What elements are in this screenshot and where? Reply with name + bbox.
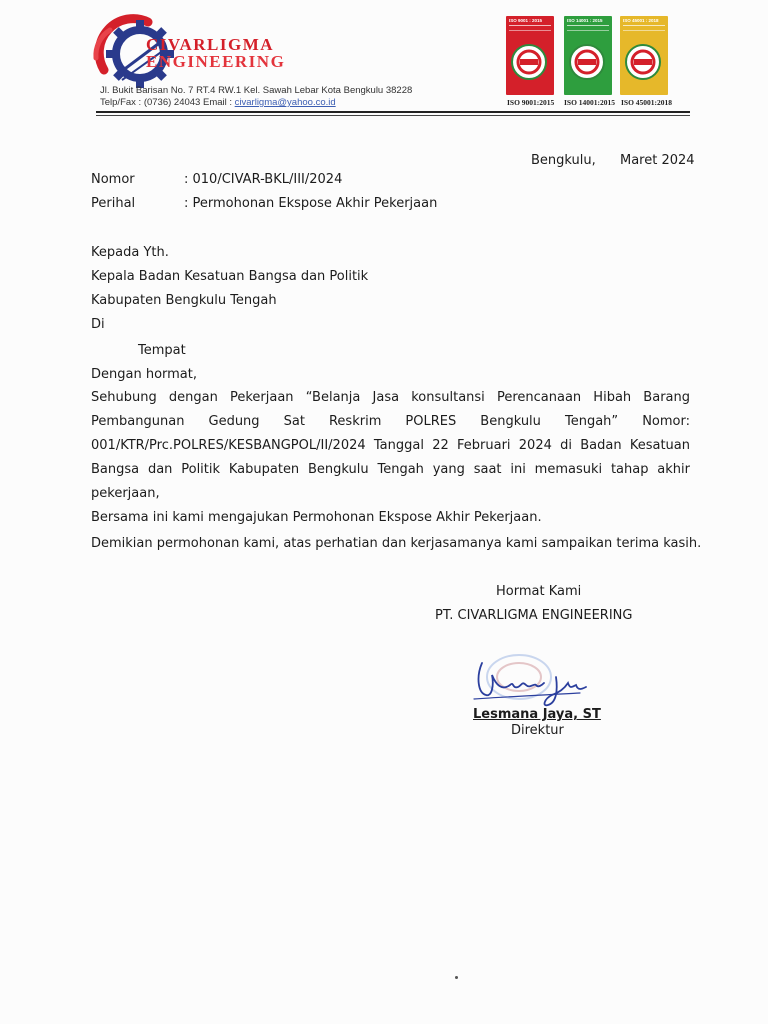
signatory-name: Lesmana Jaya, ST xyxy=(473,707,601,722)
perihal-label: Perihal xyxy=(91,196,136,211)
signature xyxy=(472,655,592,713)
closing-paragraph: Demikian permohonan kami, atas perhatian dan kerjasamanya kami sampaikan terima kasih. xyxy=(91,536,702,551)
signatory-title: Direktur xyxy=(511,723,564,738)
scan-speck xyxy=(455,976,458,979)
iso-cert-header: ISO 9001 : 2015 xyxy=(509,18,543,23)
body-line: Pembangunan Gedung Sat Reskrim POLRES Bengkulu Tengah” Nomor: xyxy=(91,414,690,429)
iso-seal-icon xyxy=(569,44,605,80)
iso-cert-caption: ISO 45001:2018 xyxy=(621,98,673,107)
body-line: Bersama ini kami mengajukan Permohonan Ekspose Akhir Pekerjaan. xyxy=(91,510,542,525)
iso-cert-subtitle-lines xyxy=(623,25,665,31)
letter-place: Bengkulu, xyxy=(531,153,596,168)
header-rule xyxy=(96,111,690,113)
recipient-line: Kabupaten Bengkulu Tengah xyxy=(91,293,277,308)
iso-cert-card xyxy=(564,16,612,95)
iso-cert-subtitle-lines xyxy=(509,25,551,31)
regards: Hormat Kami xyxy=(496,584,582,599)
iso-seal-icon xyxy=(511,44,547,80)
header-rule-thin xyxy=(96,115,690,116)
recipient-line: Kepala Badan Kesatuan Bangsa dan Politik xyxy=(91,269,369,284)
contact-phone-label: Telp/Fax : (0736) 24043 Email : xyxy=(100,97,233,108)
recipient-line: Kepada Yth. xyxy=(91,245,169,260)
salutation: Dengan hormat, xyxy=(91,367,198,382)
company-address: Jl. Bukit Barisan No. 7 RT.4 RW.1 Kel. Sawah Lebar Kota Bengkulu 38228 xyxy=(100,85,413,96)
company-name-line1: CIVARLIGMA xyxy=(146,35,275,54)
recipient-line: Di xyxy=(91,317,105,332)
iso-cert-card xyxy=(620,16,668,95)
iso-cert-caption: ISO 14001:2015 xyxy=(564,98,616,107)
iso-seal-icon xyxy=(625,44,661,80)
perihal-value: : Permohonan Ekspose Akhir Pekerjaan xyxy=(184,196,438,211)
body-line: 001/KTR/Prc.POLRES/KESBANGPOL/II/2024 Tanggal 22 Februari 2024 di Badan Kesatuan xyxy=(91,438,690,453)
iso-cert-subtitle-lines xyxy=(567,25,609,31)
body-paragraph xyxy=(91,386,690,530)
contact-email-link[interactable]: civarligma@yahoo.co.id xyxy=(234,97,336,108)
nomor-label: Nomor xyxy=(91,172,135,187)
iso-cert-caption: ISO 9001:2015 xyxy=(507,98,555,107)
company-signoff: PT. CIVARLIGMA ENGINEERING xyxy=(435,608,633,623)
recipient-place: Tempat xyxy=(138,343,186,358)
nomor-value: : 010/CIVAR-BKL/III/2024 xyxy=(184,172,343,187)
letter-date: Maret 2024 xyxy=(620,153,695,168)
iso-cert-card xyxy=(506,16,554,95)
iso-cert-header: ISO 14001 : 2015 xyxy=(567,18,603,23)
body-line: Bangsa dan Politik Kabupaten Bengkulu Tengah yang saat ini memasuki tahap akhir pekerjaan, xyxy=(91,462,690,501)
iso-cert-header: ISO 45001 : 2018 xyxy=(623,18,659,23)
body-line: Sehubung dengan Pekerjaan “Belanja Jasa konsultansi Perencanaan Hibah Barang xyxy=(91,390,690,405)
company-name-line2: ENGINEERING xyxy=(146,52,286,71)
company-contact xyxy=(100,97,336,108)
